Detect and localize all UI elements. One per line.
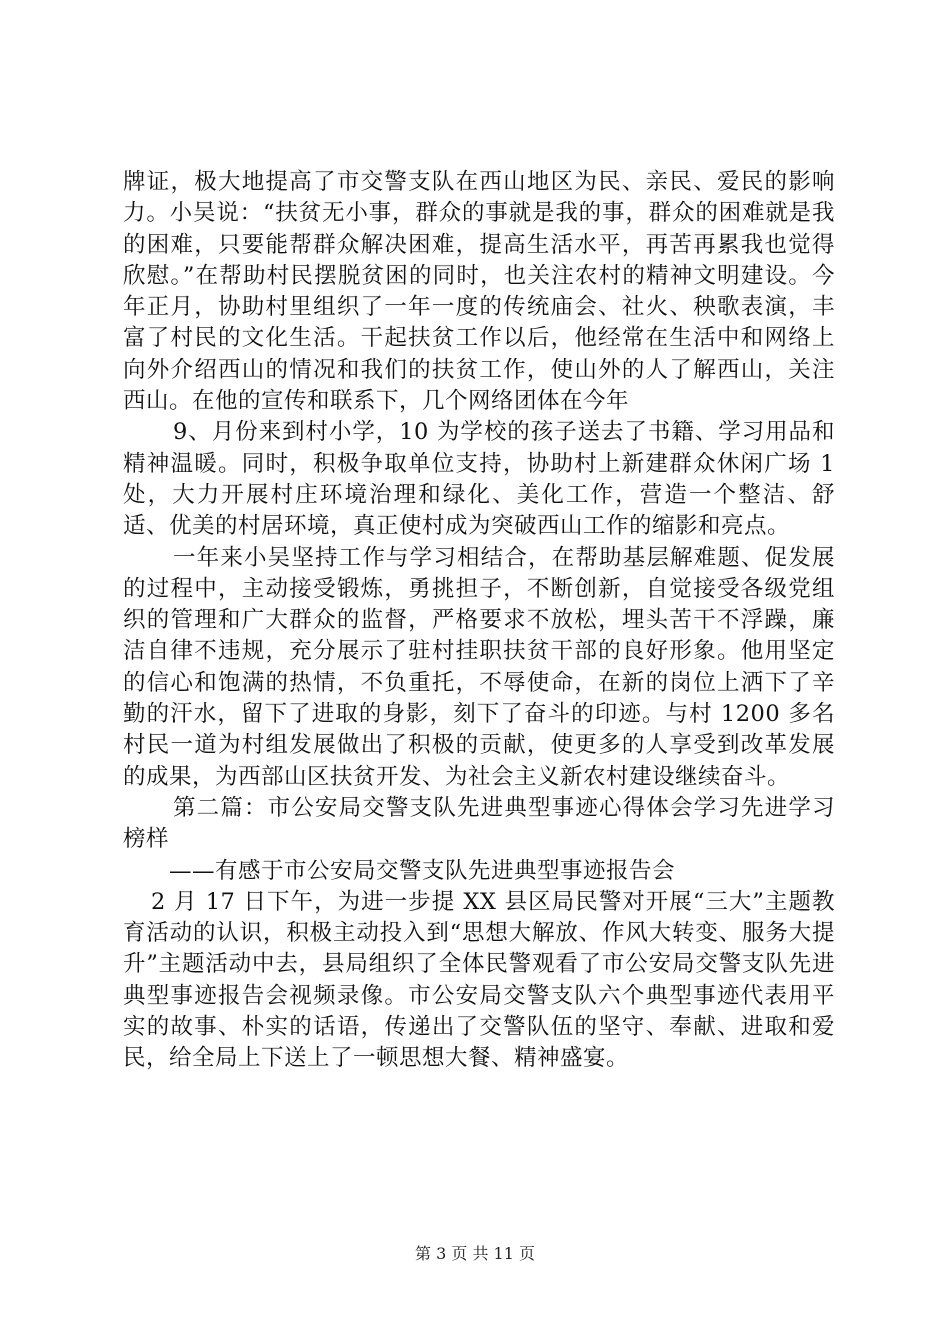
paragraph-year-summary: 一年来小吴坚持工作与学习相结合，在帮助基层解难题、促发展的过程中，主动接受锻炼，勇挑担子，不断创新，自觉接受各级党组织的管理和广大群众的监督，严格要求不放松，埋头苦干不浮躁，廉洁自律不违规，充分展示了驻村挂职扶贫干部的良好形象。他用坚定的信心和饱满的热情，不负重托，不辱使命，在新的岗位上洒下了辛勤的汗水，留下了进取的身影，刻下了奋斗的印迹。与村 1200 多名村民一道为村组发展做出了积极的贡献，使更多的人享受到改革发展的成果，为西部山区扶贫开发、为社会主义新农村建设继续奋斗。	[123, 544, 835, 790]
document-body	[123, 167, 835, 1075]
section-subtitle: ——有感于市公安局交警支队先进典型事迹报告会	[169, 857, 676, 884]
paragraph-continuation: 牌证，极大地提高了市交警支队在西山地区为民、亲民、爱民的影响力。小吴说：“扶贫无小事，群众的事就是我的事，群众的困难就是我的困难，只要能帮群众解决困难，提高生活水平，再苦再累我也觉得欣慰。”在帮助村民摆脱贫困的同时，也关注农村的精神文明建设。今年正月，协助村里组织了一年一度的传统庙会、社火、秧歌表演，丰富了村民的文化生活。干起扶贫工作以后，他经常在生活中和网络上向外介绍西山的情况和我们的扶贫工作，使山外的人了解西山，关注西山。在他的宣传和联系下，几个网络团体在今年	[123, 169, 835, 415]
section-heading: 第二篇：市公安局交警支队先进典型事迹心得体会学习先进学习榜样	[123, 794, 835, 853]
page-number-footer: 第 3 页 共 11 页	[415, 1244, 535, 1263]
paragraph-report-meeting: 2 月 17 日下午，为进一步提 XX 县区局民警对开展“三大”主题教育活动的认识，积极主动投入到“思想大解放、作风大转变、服务大提升”主题活动中去，县局组织了全体民警观看了市公安局交警支队先进典型事迹报告会视频录像。市公安局交警支队六个典型事迹代表用平实的故事、朴实的话语，传递出了交警队伍的坚守、奉献、进取和爱民，给全局上下送上了一顿思想大餐、精神盛宴。	[123, 888, 835, 1072]
paragraph-school-visit: 9、月份来到村小学，10 为学校的孩子送去了书籍、学习用品和精神温暖。同时，积极争取单位支持，协助村上新建群众休闲广场 1 处，大力开展村庄环境治理和绿化、美化工作，营造一个整洁、舒适、优美的村居环境，真正使村成为突破西山工作的缩影和亮点。	[123, 419, 835, 540]
